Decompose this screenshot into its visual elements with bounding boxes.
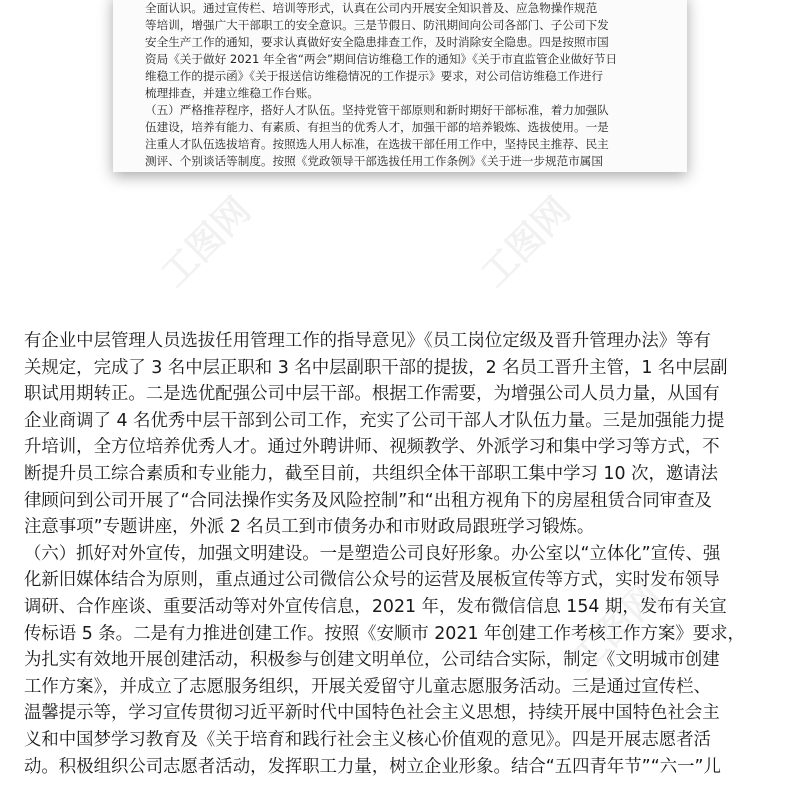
body-text-line: 企业商调了 4 名优秀中层干部到公司工作，充实了公司干部人才队伍力量。三是加强能力提 bbox=[24, 410, 725, 431]
body-text-line: 为扎实有效地开展创建活动，积极参与创建文明单位，公司结合实际，制定《文明城市创建 bbox=[24, 650, 720, 671]
card-text-line: 安全生产工作的通知，要求认真做好安全隐患排查工作，及时消除安全隐患。四是按照市国 bbox=[145, 35, 609, 49]
body-text-line: 有企业中层管理人员选拔任用管理工作的指导意见》《员工岗位定级及晋升管理办法》等有 bbox=[24, 331, 711, 351]
document-body bbox=[0, 326, 800, 800]
card-text-line: 梳理排查，并建立维稳工作台账。 bbox=[145, 86, 319, 100]
body-text-line: 断提升员工综合素质和专业能力，截至目前，共组织全体干部职工集中学习 10 次，邀请法 bbox=[24, 464, 719, 484]
body-text-line: 律顾问到公司开展了“合同法操作实务及风险控制”和“出租方视角下的房屋租赁合同审查及 bbox=[24, 490, 712, 511]
body-text-line: 传标语 5 条。二是有力推进创建工作。按照《安顺市 2021 年创建工作考核工作方案》要求， bbox=[24, 623, 745, 644]
card-text-line: 伍建设，培养有能力、有素质、有担当的优秀人才，加强干部的培养锻炼、选拔使用。一是 bbox=[145, 120, 609, 134]
body-text-line: 动。积极组织公司志愿者活动，发挥职工力量，树立企业形象。结合“五四青年节”“六一”儿 bbox=[24, 756, 721, 777]
body-text-line: 关规定，完成了 3 名中层正职和 3 名中层副职干部的提拔，2 名员工晋升主管，1 名中层副 bbox=[24, 357, 728, 378]
body-text-line: 温馨提示等，学习宣传贯彻习近平新时代中国特色社会主义思想，持续开展中国特色社会主 bbox=[24, 703, 720, 724]
watermark: 工图网 bbox=[563, 574, 669, 681]
watermark: 工图网 bbox=[473, 189, 579, 296]
card-text-line: 全面认识。通过宣传栏、培训等形式，认真在公司内开展安全知识普及、应急物操作规范 bbox=[145, 1, 598, 15]
body-text-line: 注意事项”专题讲座，外派 2 名员工到市债务办和市财政局跟班学习锻炼。 bbox=[24, 517, 595, 538]
card-text-line: 资局《关于做好 2021 年全省“两会”期间信访维稳工作的通知》《关于市直监管企业做好节日 bbox=[145, 52, 618, 66]
page-preview-card bbox=[113, 0, 687, 172]
body-text-line: 工作方案》，并成立了志愿服务组织，开展关爱留守儿童志愿服务活动。三是通过宣传栏、 bbox=[24, 676, 711, 697]
body-text-line: 化新旧媒体结合为原则，重点通过公司微信公众号的运营及展板宣传等方式，实时发布领导 bbox=[24, 570, 720, 591]
card-text-line: 注重人才队伍选拔培育。按照选人用人标准，在选拔干部任用工作中，坚持民主推荐、民主 bbox=[145, 137, 609, 151]
body-text-line: 义和中国梦学习教育及《关于培育和践行社会主义核心价值观的意见》。四是开展志愿者活 bbox=[24, 730, 711, 750]
body-text-line: （六）抓好对外宣传，加强文明建设。一是塑造公司良好形象。办公室以“立体化”宣传、强 bbox=[24, 543, 721, 564]
body-text-line: 调研、合作座谈、重要活动等对外宣传信息，2021 年，发布微信信息 154 期，发布有关宣 bbox=[24, 597, 727, 617]
card-text-line: 等培训，增强广大干部职工的安全意识。三是节假日、防汛期间向公司各部门、子公司下发 bbox=[145, 18, 609, 32]
body-text-line: 职试用期转正。二是选优配强公司中层干部。根据工作需要，为增强公司人员力量，从国有 bbox=[24, 384, 720, 405]
card-text-line: 测评、个别谈话等制度。按照《党政领导干部选拔任用工作条例》《关于进一步规范市属国 bbox=[145, 154, 603, 168]
card-text-line: 维稳工作的提示函》《关于报送信访维稳情况的工作提示》要求，对公司信访维稳工作进行 bbox=[145, 69, 603, 83]
body-text-line: 升培训，全方位培养优秀人才。通过外聘讲师、视频教学、外派学习和集中学习等方式，不 bbox=[24, 437, 720, 458]
watermark: 工图网 bbox=[153, 189, 259, 296]
card-text-line: （五）严格推荐程序，搭好人才队伍。坚持党管干部原则和新时期好干部标准，着力加强队 bbox=[145, 103, 609, 117]
